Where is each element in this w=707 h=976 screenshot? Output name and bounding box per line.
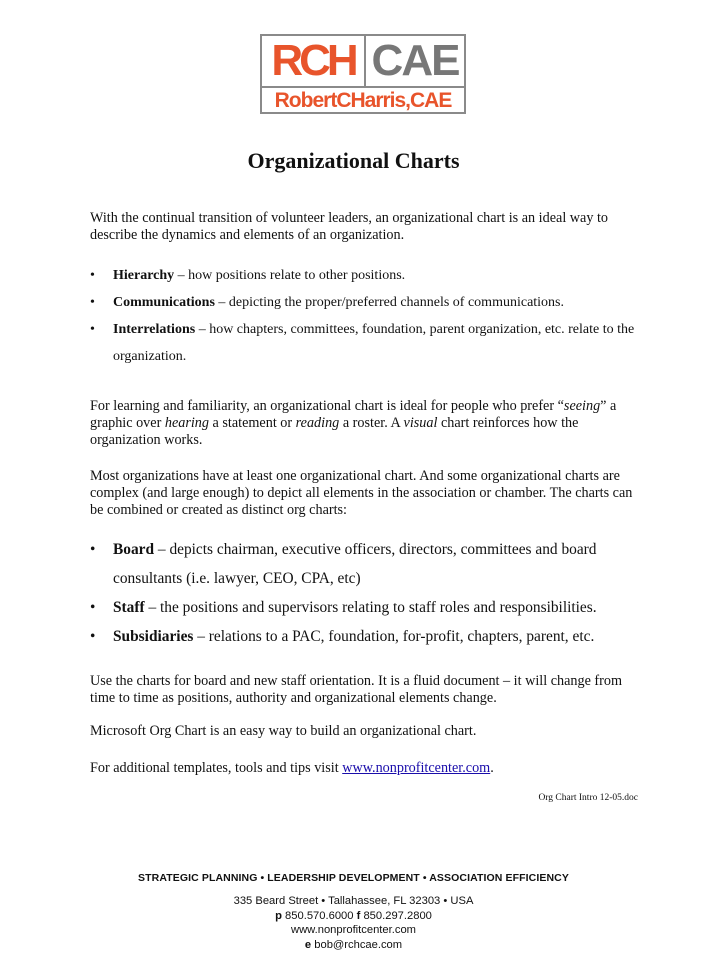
list-item	[90, 262, 650, 289]
logo-cae: CAE	[371, 36, 459, 85]
footer-phone-fax	[0, 909, 707, 924]
bullet-icon: •	[90, 541, 96, 558]
list-item-term: Communications	[113, 295, 215, 310]
footer-contact	[0, 894, 707, 952]
aspects-list	[90, 262, 650, 370]
phone-number: 850.570.6000	[281, 909, 357, 922]
footer-tagline: STRATEGIC PLANNING • LEADERSHIP DEVELOPMENT • ASSOCIATION EFFICIENCY	[138, 872, 569, 884]
list-item-term: Board	[113, 541, 155, 558]
learning-paragraph	[90, 398, 640, 449]
list-item	[90, 316, 650, 370]
ms-org-chart-paragraph: Microsoft Org Chart is an easy way to build an organizational chart.	[90, 723, 477, 739]
list-item-text: – relations to a PAC, foundation, for-profit, chapters, parent, etc.	[193, 628, 595, 645]
list-item	[90, 289, 650, 316]
list-item-text: – depicting the proper/preferred channels of communications.	[214, 295, 565, 310]
bullet-icon: •	[90, 599, 96, 616]
fax-label: f	[356, 909, 361, 922]
list-item-term: Hierarchy	[113, 268, 175, 283]
list-item-text: – how chapters, committees, foundation, parent organization, etc. relate to the organization.	[113, 322, 635, 364]
list-item-text: – how positions relate to other positions.	[174, 268, 406, 283]
emphasis-hearing: hearing	[164, 415, 209, 431]
emphasis-visual: visual	[403, 415, 438, 431]
footer-email	[0, 938, 707, 953]
bullet-icon: •	[90, 322, 95, 337]
list-item-text: – depicts chairman, executive officers, directors, committees and board consultants (i.e. lawyer, CEO, CPA, etc)	[113, 541, 597, 587]
text-run: a roster. A	[339, 415, 404, 431]
bullet-icon: •	[90, 295, 95, 310]
footer-address: 335 Beard Street • Tallahassee, FL 32303 • USA	[233, 895, 474, 907]
email-address: bob@rchcae.com	[311, 938, 403, 951]
phone-label: p	[275, 909, 282, 922]
text-run: .	[490, 760, 494, 776]
list-item	[90, 535, 650, 593]
list-item-term: Subsidiaries	[113, 628, 194, 645]
document-reference: Org Chart Intro 12-05.doc	[538, 793, 638, 803]
footer-website: www.nonprofitcenter.com	[291, 924, 416, 936]
emphasis-seeing: seeing	[563, 398, 601, 414]
text-run: chart reinforces how the organization works.	[90, 415, 579, 448]
bullet-icon: •	[90, 268, 95, 283]
text-run: a statement or	[209, 415, 296, 431]
list-item-term: Interrelations	[113, 322, 196, 337]
chart-types-list	[90, 535, 650, 651]
logo-name	[262, 88, 464, 114]
templates-paragraph	[90, 760, 640, 777]
list-item-text: – the positions and supervisors relating to staff roles and responsibilities.	[144, 599, 597, 616]
email-label: e	[304, 938, 312, 951]
list-item-term: Staff	[113, 599, 145, 616]
text-run: ” a graphic over	[90, 398, 617, 431]
list-item	[90, 622, 650, 651]
usage-paragraph: Use the charts for board and new staff orientation. It is a fluid document – it will change from time to time as positions, authority and organizational elements change.	[90, 673, 623, 706]
intro-paragraph: With the continual transition of volunteer leaders, an organizational chart is an ideal way to describe the dynamics and elements of an organization.	[90, 210, 609, 243]
page-title: Organizational Charts	[247, 148, 460, 173]
list-item	[90, 593, 650, 622]
text-run: For additional templates, tools and tips visit	[90, 760, 343, 776]
logo-rch: RCH	[262, 36, 366, 86]
org-charts-paragraph: Most organizations have at least one organizational chart. And some organizational charts are complex (and large enough) to depict all elements in the association or chamber. The charts can be combined or created as distinct org charts:	[90, 468, 633, 518]
logo-name-first: Robert	[274, 89, 337, 112]
fax-number: 850.297.2800	[360, 909, 432, 922]
logo-name-last: CHarris,CAE	[336, 89, 452, 112]
nonprofitcenter-link[interactable]: www.nonprofitcenter.com	[342, 760, 491, 776]
bullet-icon: •	[90, 628, 96, 645]
text-run: For learning and familiarity, an organizational chart is ideal for people who prefer “	[90, 398, 564, 414]
company-logo	[260, 34, 466, 114]
emphasis-reading: reading	[295, 415, 340, 431]
